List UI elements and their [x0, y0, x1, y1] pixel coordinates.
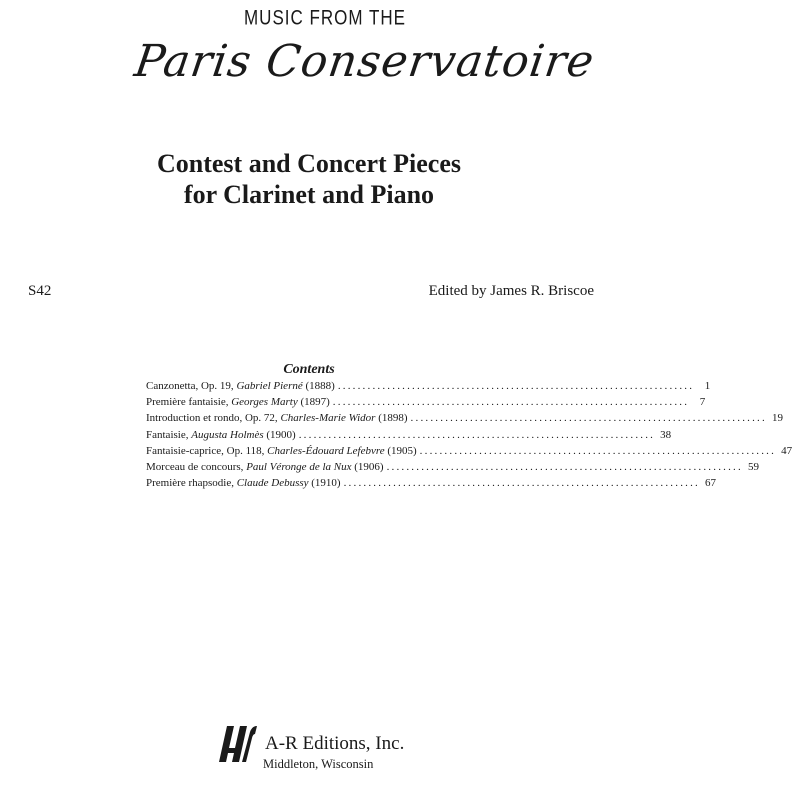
toc-item-page: 19: [771, 412, 783, 425]
toc-item-page: 7: [699, 396, 706, 409]
toc-item: [146, 460, 759, 477]
toc-dot-leader: ........................................................................: [419, 444, 777, 457]
title-line-2: for Clarinet and Piano: [183, 180, 435, 209]
contents-heading: Contents: [283, 362, 335, 377]
toc-item: [146, 444, 792, 461]
publisher-name: A-R Editions, Inc.: [265, 733, 405, 754]
toc-item: [146, 380, 711, 396]
catalog-number: S42: [28, 283, 52, 299]
table-of-contents: [146, 380, 792, 493]
toc-item: [146, 396, 706, 412]
toc-item: [146, 477, 716, 493]
toc-dot-leader: ........................................................................: [410, 412, 767, 425]
toc-item-title: Première rhapsodie, Claude Debussy (1910): [146, 477, 341, 490]
toc-item-composer: Gabriel Pierné: [236, 380, 303, 392]
toc-item-page: 47: [781, 444, 792, 457]
toc-item-composer: Charles-Édouard Lefebvre: [267, 444, 385, 457]
publisher-city: Middleton, Wisconsin: [263, 757, 374, 771]
toc-item-page: 59: [747, 460, 759, 473]
title-line-1: Contest and Concert Pieces: [157, 149, 461, 178]
toc-dot-leader: ........................................................................: [298, 428, 656, 441]
toc-item-title: Introduction et rondo, Op. 72, Charles-Marie Widor (1898): [146, 412, 408, 425]
toc-item-page: 67: [705, 477, 716, 490]
series-title-script: Paris Conservatoire: [131, 36, 598, 87]
toc-item-composer: Augusta Holmès: [191, 428, 264, 441]
toc-item-title: Morceau de concours, Paul Véronge de la Nux (1906): [146, 460, 384, 473]
toc-item: [146, 412, 783, 428]
toc-item-title: Fantaisie-caprice, Op. 118, Charles-Édouard Lefebvre (1905): [146, 444, 417, 457]
editor-credit: Edited by James R. Briscoe: [428, 283, 594, 299]
toc-item-page: 38: [660, 428, 672, 441]
ar-logo-icon: [217, 718, 257, 764]
series-title-top: MUSIC FROM THE: [244, 5, 406, 30]
toc-item-composer: Paul Véronge de la Nux: [246, 460, 352, 473]
toc-item-composer: Claude Debussy: [236, 477, 309, 490]
toc-dot-leader: ........................................................................: [343, 477, 700, 490]
toc-item-page: 1: [704, 380, 711, 392]
toc-dot-leader: ........................................................................: [332, 396, 690, 409]
toc-dot-leader: ........................................................................: [386, 460, 743, 473]
toc-dot-leader: ........................................................................: [337, 380, 695, 392]
toc-item-title: Fantaisie, Augusta Holmès (1900): [146, 428, 296, 441]
toc-item: [146, 428, 672, 445]
page-title: [0, 148, 618, 210]
toc-item-title: Canzonetta, Op. 19, Gabriel Pierné (1888): [146, 380, 335, 392]
toc-item-composer: Georges Marty: [231, 396, 298, 409]
toc-item-title: Première fantaisie, Georges Marty (1897): [146, 396, 330, 409]
toc-item-composer: Charles-Marie Widor: [280, 412, 376, 425]
